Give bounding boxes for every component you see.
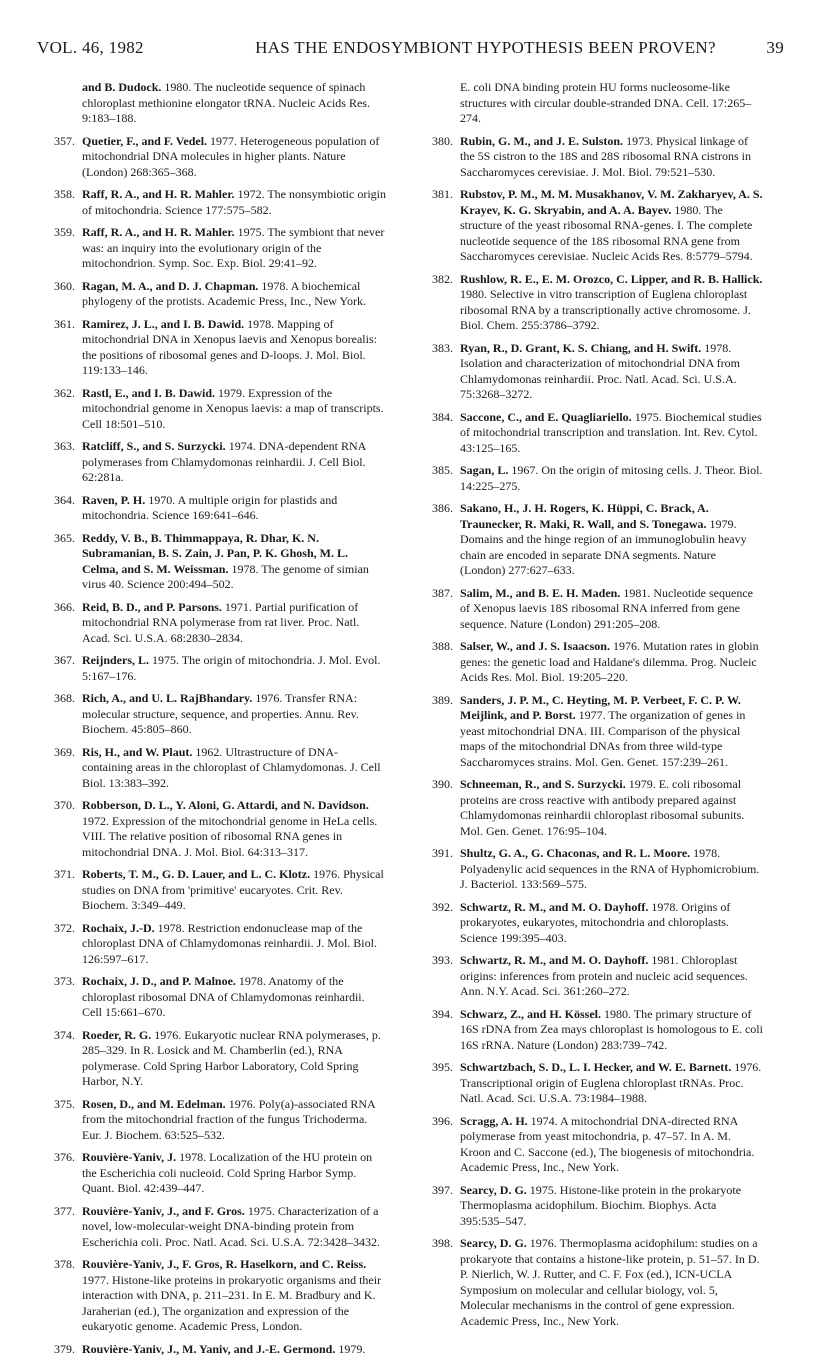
reference-authors: Ris, H., and W. Plaut. [82,744,193,759]
reference-number: 371. [54,867,75,881]
reference-authors: Rouvière-Yaniv, J., F. Gros, R. Haselkorn, and C. Reiss. [82,1257,367,1271]
reference-authors: Rosen, D., and M. Edelman. [82,1096,226,1111]
reference-text: 1978. A biochemical phylogeny of the protists. Academic Press, Inc., New York. [82,278,366,308]
reference-entry [432,777,764,839]
reference-text: 1979. Domains and the hinge region of an immunoglobulin heavy chain are encoded in separate DNA segments. Nature (London) 277:627–633. [460,516,747,577]
reference-number: 397. [432,1182,453,1197]
reference-number: 365. [54,530,75,545]
reference-number: 368. [54,691,75,705]
reference-authors: Rushlow, R. E., E. M. Orozco, C. Lipper, and R. B. Hallick. [460,271,763,286]
reference-authors: Rouvière-Yaniv, J. [82,1150,177,1164]
reference-number: 398. [432,1236,453,1250]
reference-entry [432,953,764,1000]
reference-authors: Scragg, A. H. [460,1113,528,1128]
reference-entry [54,1028,386,1090]
reference-text: 1976. Transcriptional origin of Euglena chloroplast tRNAs. Proc. Natl. Acad. Sci. U.S.A. 73:1984–1988. [460,1060,762,1105]
reference-number: 394. [432,1006,453,1021]
reference-text: 1976. Transfer RNA: molecular structure, sequence, and properties. Annu. Rev. Biochem. 45:805–860. [82,691,359,736]
reference-text: 1980. The structure of the yeast ribosomal RNA-genes. I. The complete nucleotide sequence of the 18S ribosomal RNA gene from Saccharomyces cerevisiae. Nucleic Acids Res. 8:5779–5794. [460,202,753,263]
reference-authors: Saccone, C., and E. Quagliariello. [460,409,632,424]
reference-text: 1980. The nucleotide sequence of spinach chloroplast methionine elongator tRNA. Nucleic Acids Res. 9:183–188. [82,80,370,125]
reference-number: 384. [432,409,453,424]
reference-entry [432,463,764,494]
reference-authors: Schwartzbach, S. D., L. I. Hecker, and W. E. Barnett. [460,1060,732,1074]
reference-number: 378. [54,1257,75,1271]
reference-authors: Roberts, T. M., G. D. Lauer, and L. C. Klotz. [82,867,311,881]
reference-number: 388. [432,639,453,653]
reference-number: 382. [432,271,453,286]
reference-authors: Quetier, F., and F. Vedel. [82,133,208,148]
reference-authors: Schwartz, R. M., and M. O. Dayhoff. [460,899,649,914]
reference-text: 1977. Histone-like proteins in prokaryotic organisms and their interaction with DNA, p. 211–231. In E. M. Bradbury and K. Jaraherian (ed.), The organization and expression of the eukaryotic genome. Academic Press, London. [82,1272,382,1333]
reference-number: 359. [54,225,75,239]
reference-number: 370. [54,798,75,812]
reference-number: 357. [54,133,75,148]
reference-entry [54,745,386,792]
volume-label: VOL. 46, 1982 [37,38,144,57]
reference-number: 381. [432,187,453,201]
reference-entry [432,846,764,893]
reference-text: 1978. Restriction endonuclease map of the chloroplast DNA of Chlamydomonas reinhardii. J. Mol. Biol. 126:597–617. [82,920,377,966]
reference-entry [54,187,386,218]
reference-text: 1973. Physical linkage of the 5S cistron to the 18S and 28S ribosomal RNA cistrons in Saccharomyces cerevisiae. J. Mol. Biol. 79:521–530. [460,133,751,179]
reference-number: 386. [432,501,453,515]
reference-entry [54,798,386,860]
reference-number: 372. [54,920,75,935]
reference-text: 1974. A mitochondrial DNA-directed RNA polymerase from yeast mitochondria, p. 47–57. In A. M. Kroon and C. Saccone (ed.), The biogenesis of mitochondria. Academic Press, Inc., New York. [460,1113,755,1174]
reference-text: 1970. A multiple origin for plastids and mitochondria. Science 169:641–646. [82,492,338,522]
reference-number: 392. [432,899,453,914]
reference-number: 369. [54,744,75,759]
reference-entry [54,386,386,433]
reference-number: 385. [432,463,453,477]
reference-authors: Shultz, G. A., G. Chaconas, and R. L. Moore. [460,846,691,860]
reference-text: 1974. DNA-dependent RNA polymerases from Chlamydomonas reinhardii. J. Cell Biol. 62:281a. [82,439,366,484]
reference-entry [432,693,764,771]
reference-text: 1978. Mapping of mitochondrial DNA in Xenopus laevis and Xenopus borealis: the positions of ribosomal genes and D-loops. J. Mol. Biol. 119:133–146. [82,316,377,377]
reference-number: 360. [54,278,75,293]
reference-authors: Rochaix, J.-D. [82,920,155,935]
reference-authors: Schwarz, Z., and H. Kössel. [460,1006,602,1021]
reference-text: 1979. Expression of the mitochondrial genome in Xenopus laevis: a map of transcripts. Cell 18:501–510. [82,385,384,431]
reference-authors: Reijnders, L. [82,653,149,667]
reference-entry [54,279,386,310]
reference-entry [54,867,386,914]
reference-text: 1981. Chloroplast origins: inferences from protein and nucleic acid sequences. Ann. N.Y. Acad. Sci. 361:260–272. [460,953,748,998]
reference-authors: Sanders, J. P. M., C. Heyting, M. P. Verbeet, F. C. P. W. Meijlink, and P. Borst. [460,692,741,722]
reference-number: 393. [432,953,453,967]
reference-text: 1975. The origin of mitochondria. J. Mol. Evol. 5:167–176. [82,653,381,683]
reference-column-left [54,80,386,1364]
reference-text: 1975. Characterization of a novel, low-molecular-weight DNA-binding protein from Escherichia coli. Proc. Natl. Acad. Sci. U.S.A. 72:3428–3432. [82,1203,380,1249]
reference-text: 1977. Heterogeneous population of mitochondrial DNA molecules in higher plants. Nature (London) 268:365–368. [82,133,380,179]
reference-entry [54,80,386,127]
reference-entry [432,900,764,947]
reference-text: 1979. E. coli ribosomal proteins are cross reactive with antibody prepared against Chlamydomonas reinhardii chloroplast ribosomal subunits. Mol. Gen. Genet. 176:95–104. [460,777,745,838]
reference-number: 391. [432,846,453,860]
reference-entry [54,653,386,684]
reference-entry [432,187,764,265]
running-title: HAS THE ENDOSYMBIONT HYPOTHESIS BEEN PROVEN? [255,38,716,57]
page-number: 39 [766,38,784,57]
page-header [37,38,784,66]
reference-authors: Schwartz, R. M., and M. O. Dayhoff. [460,953,649,967]
reference-authors: Rastl, E., and I. B. Dawid. [82,385,216,400]
reference-text: 1976. Poly(a)-associated RNA from the mitochondrial fraction of the fungus Trichoderma. Eur. J. Biochem. 63:525–532. [82,1096,375,1142]
reference-entry [54,1342,386,1358]
reference-entry [432,1060,764,1107]
reference-number: 358. [54,187,75,201]
reference-text: 1976. Thermoplasma acidophilum: studies on a prokaryote that contains a histone-like protein, p. 51–57. In D. P. Nierlich, W. J. Rutter, and C. F. Fox (ed.), ICN-UCLA Symposium on molecular and cellular biology, vol. 5, Molecular mechanisms in the control of gene expression. Academic Press, Inc., New York. [460,1236,760,1328]
reference-number: 364. [54,492,75,507]
reference-entry [432,1183,764,1230]
reference-entry [54,493,386,524]
reference-text: 1980. The primary structure of 16S rDNA from Zea mays chloroplast is homologous to E. coli 16S rRNA. Nature (London) 283:739–742. [460,1006,763,1052]
reference-entry [54,1150,386,1197]
reference-entry [432,341,764,403]
reference-text: 1977. The organization of genes in yeast mitochondrial DNA. III. Comparison of the physical maps of the mitochondrial DNAs from three wild-type Saccharomyces strains. Mol. Gen. Genet. 157:239–261. [460,708,746,769]
reference-authors: Salim, M., and B. E. H. Maden. [460,585,621,600]
reference-text: E. coli DNA binding protein HU forms nucleosome-like structures with circular double-stranded DNA. Cell. 17:265–274. [460,80,752,125]
reference-entry [54,1204,386,1251]
reference-authors: Raven, P. H. [82,492,146,507]
reference-entry [432,272,764,334]
reference-entry [432,410,764,457]
reference-entry [54,691,386,738]
reference-authors: Salser, W., and J. S. Isaacson. [460,639,610,653]
reference-entry [432,586,764,633]
reference-entry [432,1114,764,1176]
reference-authors: Rouvière-Yaniv, J., M. Yaniv, and J.-E. Germond. [82,1341,336,1356]
reference-number: 373. [54,974,75,988]
reference-entry [54,974,386,1021]
reference-number: 375. [54,1096,75,1111]
reference-authors: Rochaix, J. D., and P. Malnoe. [82,974,236,988]
reference-number: 361. [54,316,75,331]
reference-authors: Ragan, M. A., and D. J. Chapman. [82,278,259,293]
reference-text: 1971. Partial purification of mitochondrial RNA polymerase from rat liver. Proc. Natl. Acad. Sci. U.S.A. 68:2830–2834. [82,599,360,645]
reference-authors: Ratcliff, S., and S. Surzycki. [82,439,226,453]
reference-text: 1978. The genome of simian virus 40. Science 200:494–502. [82,561,369,591]
reference-number: 374. [54,1027,75,1042]
reference-authors: Sagan, L. [460,463,509,477]
reference-entry [54,921,386,968]
reference-entry [54,439,386,486]
reference-authors: Ramirez, J. L., and I. B. Dawid. [82,316,245,331]
reference-entry [54,1257,386,1335]
reference-authors: Searcy, D. G. [460,1236,527,1250]
reference-text: 1976. Eukaryotic nuclear RNA polymerases, p. 285–329. In R. Losick and M. Chamberlin (ed.), RNA polymerase. Cold Spring Harbor Laboratory, Cold Spring Harbor, N.Y. [82,1027,381,1088]
reference-text: 1972. Expression of the mitochondrial genome in HeLa cells. VIII. The relative position of ribosomal RNA genes in mitochondrial DNA. J. Mol. Biol. 64:313–317. [82,813,378,859]
reference-number: 377. [54,1203,75,1218]
reference-number: 390. [432,777,453,791]
reference-text: 1972. The nonsymbiotic origin of mitochondria. Science 177:575–582. [82,187,386,217]
reference-authors: and B. Dudock. [82,80,162,94]
reference-number: 383. [432,340,453,355]
reference-entry [432,1236,764,1329]
reference-entry [432,80,764,127]
reference-authors: Rubstov, P. M., M. M. Musakhanov, V. M. Zakharyev, A. S. Krayev, K. G. Skryabin, and A. A. Bayev. [460,187,763,217]
reference-text: 1976. Mutation rates in globin genes: the genetic load and Haldane's dilemma. Prog. Nucleic Acids Res. Mol. Biol. 19:205–220. [460,639,759,684]
reference-authors: Reddy, V. B., B. Thimmappaya, R. Dhar, K. N. Subramanian, B. S. Zain, J. Pan, P. K. Ghosh, M. L. Celma, and S. M. Weissman. [82,530,348,576]
reference-entry [54,317,386,379]
reference-entry [432,1007,764,1054]
reference-text: 1980. Selective in vitro transcription of Euglena chloroplast ribosomal RNA by a transcriptionally active chromosome. J. Biol. Chem. 255:3786–3792. [460,287,751,332]
reference-authors: Sakano, H., J. H. Rogers, K. Hüppi, C. Brack, A. Traunecker, R. Maki, R. Wall, and S. Tonegawa. [460,501,709,531]
reference-authors: Raff, R. A., and H. R. Mahler. [82,187,235,201]
reference-text: 1978. Localization of the HU protein on the Escherichia coli nucleoid. Cold Spring Harbor Symp. Quant. Biol. 42:439–447. [82,1150,373,1195]
reference-text: 1978. Origins of prokaryotes, eukaryotes, mitochondria and chloroplasts. Science 199:395–403. [460,899,731,945]
reference-authors: Reid, B. D., and P. Parsons. [82,599,222,614]
reference-number: 376. [54,1150,75,1164]
reference-authors: Raff, R. A., and H. R. Mahler. [82,225,235,239]
reference-text: 1978. Isolation and characterization of mitochondrial DNA from Chlamydomonas reinhardii. Proc. Natl. Acad. Sci. U.S.A. 75:3268–3272. [460,340,740,401]
reference-text: 1967. On the origin of mitosing cells. J. Theor. Biol. 14:225–275. [460,463,763,493]
reference-text: 1962. Ultrastructure of DNA-containing areas in the chloroplast of Chlamydomonas. J. Cell Biol. 13:383–392. [82,744,381,790]
reference-entry [432,501,764,579]
reference-text: 1978. Polyadenylic acid sequences in the RNA of Hyphomicrobium. J. Bacteriol. 133:569–575. [460,846,760,891]
reference-number: 362. [54,385,75,400]
reference-number: 387. [432,585,453,600]
reference-entry [54,600,386,647]
reference-entry [432,134,764,181]
reference-text: 1976. Physical studies on DNA from 'primitive' eucaryotes. Crit. Rev. Biochem. 3:349–449. [82,867,384,912]
reference-authors: Rouvière-Yaniv, J., and F. Gros. [82,1203,245,1218]
reference-number: 396. [432,1113,453,1128]
reference-authors: Rubin, G. M., and J. E. Sulston. [460,133,624,148]
reference-authors: Searcy, D. G. [460,1182,527,1197]
reference-text: 1975. Histone-like protein in the prokaryote Thermoplasma acidophilum. Biochim. Biophys. Acta 395:535–547. [460,1182,742,1228]
reference-number: 363. [54,439,75,453]
reference-number: 395. [432,1060,453,1074]
reference-text: 1975. Biochemical studies of mitochondrial transcription and translation. Int. Rev. Cytol. 43:125–165. [460,409,762,455]
reference-text: 1981. Nucleotide sequence of Xenopus laevis 18S ribosomal RNA inferred from gene sequence. Nature (London) 291:205–208. [460,585,753,631]
reference-entry [432,639,764,686]
reference-number: 366. [54,599,75,614]
reference-authors: Roeder, R. G. [82,1027,152,1042]
reference-number: 380. [432,133,453,148]
reference-number: 367. [54,653,75,667]
reference-text: 1978. Anatomy of the chloroplast ribosomal DNA of Chlamydomonas reinhardii. Cell 15:661–670. [82,974,365,1019]
reference-authors: Rich, A., and U. L. RajBhandary. [82,691,253,705]
reference-entry [54,225,386,272]
reference-authors: Robberson, D. L., Y. Aloni, G. Attardi, and N. Davidson. [82,798,369,812]
reference-number: 389. [432,692,453,707]
reference-text: 1975. The symbiont that never was: an inquiry into the evolutionary origin of the mitochondrion. Symp. Soc. Exp. Biol. 29:41–92. [82,225,385,270]
reference-authors: Schneeman, R., and S. Surzycki. [460,777,626,791]
reference-entry [54,134,386,181]
reference-entry [54,531,386,593]
reference-authors: Ryan, R., D. Grant, K. S. Chiang, and H. Swift. [460,340,702,355]
reference-column-right [432,80,764,1336]
reference-entry [54,1097,386,1144]
reference-number: 379. [54,1341,75,1356]
reference-text: 1979. [335,1341,366,1356]
